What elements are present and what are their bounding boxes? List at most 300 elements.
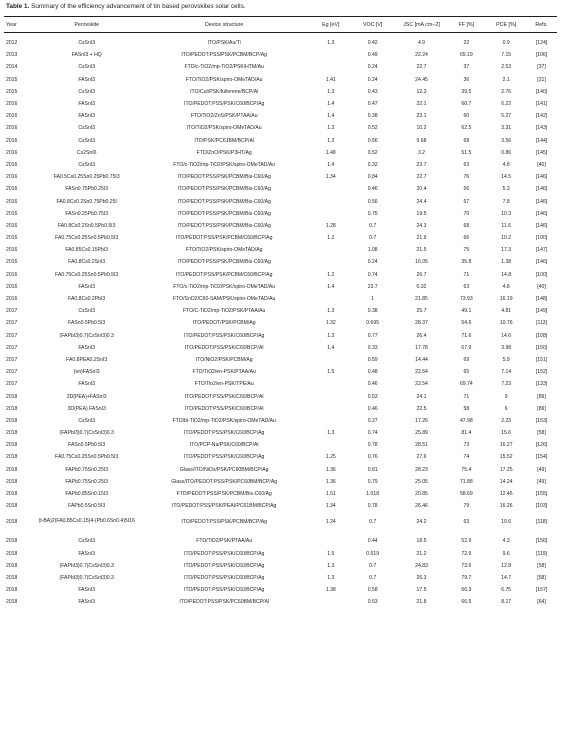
table-row <box>4 49 557 61</box>
cell-device-structure: FTO/TiO2/ZnS/PSK/PTAA/Au <box>190 113 258 120</box>
cell-pce: 16.27 <box>499 442 513 449</box>
cell-pce: 5.9 <box>502 356 510 363</box>
cell-voc: 0.24 <box>367 259 378 266</box>
cell-device-structure: FTO/c-TiO2/mp-TiO2/PSK/HTM/Au <box>184 64 264 71</box>
table-row <box>4 488 557 500</box>
cell-device-structure: ITO/PEDOT:PSS/PSK/C60/BCP/Ag <box>184 332 265 339</box>
cell-perovskite: FA0.8Cs0.2PbI3 <box>68 296 106 303</box>
cell-device-structure: ITO/PEDOT:PSS/PSK/PC60BM/BCP/Al <box>179 599 269 606</box>
table-row <box>4 61 557 73</box>
cell-year: 2016 <box>6 101 18 108</box>
table-row <box>4 208 557 220</box>
cell-perovskite: FA0.8Cs0.2Sn0.75Pb0.25I <box>56 198 117 205</box>
cell-year: 2016 <box>6 125 18 132</box>
cell-perovskite: (t-BA)2(FA0.85Cs0.15)4-(Pb0.6Sn0.4)5I16 <box>38 518 135 525</box>
cell-device-structure: ITO/PEDOT:PSS/PSK/PCBM/Bis-C60/Ag <box>177 259 271 266</box>
cell-year: 2016 <box>6 296 18 303</box>
header-refs: Refs. <box>535 21 548 28</box>
cell-device-structure: ITO/PEDOT:PSS/PSK/PCBM/C60/BCP/Ag <box>175 271 273 278</box>
cell-voc: 0.619 <box>366 550 380 557</box>
cell-jsc: 26.7 <box>416 271 427 278</box>
cell-voc: 0.38 <box>367 113 378 120</box>
cell-perovskite: CsSnI3 <box>78 538 96 545</box>
cell-pce: 2.23 <box>501 417 512 424</box>
cell-pce: 7.14 <box>501 369 512 376</box>
cell-year: 2017 <box>6 369 18 376</box>
cell-year: 2018 <box>6 417 18 424</box>
table-body <box>4 37 557 608</box>
cell-bandgap: 1.34 <box>325 503 336 510</box>
cell-year: 2017 <box>6 320 18 327</box>
cell-ff: 36 <box>463 76 470 83</box>
table-row <box>4 451 557 463</box>
cell-voc: 0.695 <box>366 320 380 327</box>
cell-year: 2017 <box>6 332 18 339</box>
cell-jsc: 25.7 <box>416 308 427 315</box>
cell-ff: 66 <box>463 235 470 242</box>
cell-device-structure: Glass/ITO/PEDOT:PSS/PSK/PC60BM/BCP/Ag <box>171 478 278 485</box>
cell-device-structure: FTO/TiO2/PSK/spiro-OMeTAD/Au <box>185 76 263 83</box>
cell-perovskite: CsSnI3 <box>78 88 96 95</box>
cell-device-structure: ITO/CuI/PSK/fullerene/BCP/Al <box>190 88 259 95</box>
cell-ff: 54.6 <box>461 320 472 327</box>
cell-bandgap: 1.3 <box>327 332 335 339</box>
cell-jsc: 4.9 <box>417 40 426 47</box>
cell-perovskite: FAPb0.75Sn0.25I3 <box>65 478 109 485</box>
table-row <box>4 183 557 195</box>
cell-year: 2017 <box>6 344 18 351</box>
cell-ref: [150] <box>535 344 548 351</box>
cell-pce: 10.2 <box>501 235 512 242</box>
cell-device-structure: ITO/PEDOT:PSS/PSK/C60/BCP/Ag <box>184 101 265 108</box>
cell-ff: 72.9 <box>461 550 472 557</box>
cell-jsc: 12.3 <box>416 88 427 95</box>
cell-pce: 1.38 <box>501 259 512 266</box>
cell-perovskite: CsSnI3 <box>78 161 96 168</box>
cell-device-structure: ITO/PEDOT:PSS/PSK/C60/BCP/Ag <box>184 550 265 557</box>
cell-ref: [106] <box>535 52 548 59</box>
cell-pce: 2.1 <box>502 76 510 83</box>
cell-pce: 10.76 <box>499 320 513 327</box>
table-row <box>4 159 557 171</box>
cell-perovskite: {en}FASnI3 <box>73 369 100 376</box>
cell-device-structure: FTO/bl-TiO2/mp-TiO2/PSK/spiro-OMeTAD/Au <box>172 417 276 424</box>
cell-jsc: 22.7 <box>416 174 427 181</box>
cell-ref: [21] <box>537 76 546 83</box>
cell-jsc: 25.89 <box>415 430 428 437</box>
cell-perovskite: CsSnI3 <box>78 137 96 144</box>
cell-voc: 0.47 <box>367 101 378 108</box>
cell-pce: 14.6 <box>501 332 512 339</box>
cell-ref: [155] <box>535 491 548 498</box>
cell-device-structure: ITO/PEDOT:PSS/PSK/C60/BCP/Ag <box>184 454 265 461</box>
cell-ref: [149] <box>535 308 548 315</box>
cell-device-structure: ITO/PEDOT:PSS/PSK/C60/BCP/Al <box>184 393 264 400</box>
cell-ff: 74 <box>463 454 470 461</box>
cell-device-structure: ITO/PEDOT:PSS/PSK/C60/BCP/Ag <box>184 574 265 581</box>
table-row <box>4 74 557 86</box>
cell-ff: 60 <box>463 113 470 120</box>
cell-ff: 71.6 <box>461 332 472 339</box>
cell-jsc: 23.1 <box>416 113 427 120</box>
cell-year: 2016 <box>6 149 18 156</box>
cell-perovskite: (FAPbI3)0.7(CsSnI3)0.3 <box>59 574 114 581</box>
cell-ff: 62.5 <box>461 125 472 132</box>
table-row <box>4 500 557 512</box>
cell-ff: 67.9 <box>461 344 472 351</box>
cell-pce: 5.3 <box>502 186 510 193</box>
cell-jsc: 14.44 <box>415 356 428 363</box>
table-row <box>4 390 557 402</box>
cell-perovskite: FA0.75Cs0.25Sn0.5Pb0.5I3 <box>55 235 119 242</box>
cell-year: 2015 <box>6 88 18 95</box>
cell-ref: [156] <box>535 538 548 545</box>
cell-jsc: 24.45 <box>415 76 428 83</box>
cell-year: 2016 <box>6 198 18 205</box>
cell-bandgap: 1.36 <box>325 478 336 485</box>
cell-perovskite: FA0.85Cs0.15PbI3 <box>65 247 109 254</box>
cell-bandgap: 1.3 <box>327 562 335 569</box>
cell-ff: 39.5 <box>461 88 472 95</box>
cell-voc: 0.56 <box>367 137 378 144</box>
cell-bandgap: 1.3 <box>327 308 335 315</box>
cell-ref: [145] <box>535 149 548 156</box>
cell-device-structure: FTO/SnO2/C60-SAM/PSK/spiro-OMeTAD/Au <box>173 296 276 303</box>
table-row <box>4 256 557 268</box>
cell-jsc: 26.46 <box>415 503 428 510</box>
cell-pce: 4.3 <box>502 538 510 545</box>
cell-voc: 0.43 <box>367 88 378 95</box>
cell-voc: 0.46 <box>367 186 378 193</box>
cell-device-structure: FTO/c-TiO2/mp-TiO2/PSK/spiro-OMeTAD/Au <box>173 283 276 290</box>
cell-bandgap: 1.48 <box>325 149 336 156</box>
cell-jsc: 28.51 <box>415 442 428 449</box>
cell-bandgap: 1.41 <box>325 76 336 83</box>
cell-ref: [152] <box>535 369 548 376</box>
cell-ff: 60.7 <box>461 101 472 108</box>
cell-ff: 65.19 <box>459 52 473 59</box>
cell-jsc: 17.5 <box>416 587 427 594</box>
table-row <box>4 572 557 584</box>
table-row <box>4 584 557 596</box>
cell-ff: 71 <box>463 393 470 400</box>
table-row <box>4 37 557 49</box>
cell-pce: 3.56 <box>501 137 512 144</box>
cell-perovskite: FASnI3 <box>78 101 96 108</box>
cell-perovskite: CsSnI3 <box>78 125 96 132</box>
cell-year: 2018 <box>6 442 18 449</box>
cell-ref: [108] <box>535 332 548 339</box>
table-row <box>4 293 557 305</box>
cell-bandgap: 1.3 <box>327 88 335 95</box>
cell-ff: 71 <box>463 271 470 278</box>
cell-ref: [119] <box>536 550 548 557</box>
cell-bandgap: 1.24 <box>325 518 336 525</box>
cell-pce: 14.5 <box>501 174 512 181</box>
cell-ref: [40] <box>537 161 546 168</box>
cell-bandgap: 1.3 <box>327 137 335 144</box>
cell-perovskite: FASnI3 <box>78 76 96 83</box>
cell-voc: 0.46 <box>367 405 378 412</box>
cell-bandgap: 1.2 <box>327 235 335 242</box>
cell-voc: 0.81 <box>367 466 378 473</box>
cell-jsc: 21.85 <box>415 296 428 303</box>
cell-ref: [146] <box>535 210 548 217</box>
table-row <box>4 317 557 329</box>
table-row <box>4 244 557 256</box>
cell-ref: [89] <box>537 393 546 400</box>
cell-device-structure: ITO/PEDOT:PSS/PSK/PEAI/PC61BM/BCP/Ag <box>172 503 277 510</box>
table-row <box>4 378 557 390</box>
cell-jsc: 22.54 <box>415 369 428 376</box>
cell-device-structure: ITO/PEDOT:PSS/PSK/PCBM/BCP/Ag <box>181 52 268 59</box>
cell-device-structure: ITO/PEDOT:PSS/PSK/C60/BCP/Al <box>184 344 264 351</box>
cell-pce: 16.26 <box>499 503 513 510</box>
cell-jsc: 22.7 <box>416 64 427 71</box>
cell-ff: 70 <box>463 210 470 217</box>
table-row <box>4 476 557 488</box>
cell-perovskite: (FAPbI3)0.7(CsSnI3)0.3 <box>59 332 114 339</box>
cell-year: 2018 <box>6 454 18 461</box>
cell-bandgap: 1.34 <box>325 174 336 181</box>
cell-device-structure: ITO/PEDOT:PSS/PSK/PCBM/Bis-C60/Ag <box>177 198 271 205</box>
cell-year: 2016 <box>6 210 18 217</box>
table-row <box>4 366 557 378</box>
cell-device-structure: ITO/PEDOT/PSK/PCBM/Ag <box>192 320 256 327</box>
cell-year: 2017 <box>6 356 18 363</box>
cell-ff: 75 <box>463 247 470 254</box>
cell-pce: 15.6 <box>501 430 512 437</box>
cell-ff: 73 <box>463 442 470 449</box>
cell-jsc: 23.7 <box>416 161 427 168</box>
cell-year: 2013 <box>6 52 18 59</box>
cell-pce: 14.24 <box>499 478 513 485</box>
cell-pce: 11.6 <box>501 222 511 229</box>
cell-voc: 23.7 <box>367 283 378 290</box>
cell-pce: 7.23 <box>501 381 512 388</box>
header-year: Year <box>6 21 17 28</box>
cell-ff: 37 <box>463 64 470 71</box>
cell-ref: [146] <box>535 174 548 181</box>
cell-pce: 17.25 <box>499 466 513 473</box>
cell-perovskite: FA0.75Cs0.25Sn0.5Pb0.5I3 <box>55 454 119 461</box>
cell-perovskite: FASnI3 <box>78 550 96 557</box>
header-jsc: JSC [mA cm−2] <box>403 21 440 28</box>
header-bandgap: Eg [eV] <box>322 21 340 28</box>
cell-jsc: 24.83 <box>415 562 428 569</box>
cell-voc: 0.59 <box>367 356 378 363</box>
cell-device-structure: FTO/PEDOT:PSS/PSK/PCBM/Bis-C60/Ag <box>176 491 272 498</box>
cell-ref: [100] <box>535 271 548 278</box>
cell-jsc: 20.4 <box>416 186 427 193</box>
cell-bandgap: 1.32 <box>325 320 336 327</box>
table-row <box>4 281 557 293</box>
cell-ref: [143] <box>535 125 548 132</box>
cell-jsc: 10.2 <box>416 125 427 132</box>
cell-pce: 5.27 <box>501 113 512 120</box>
cell-perovskite: (FAPbI3)0.7(CsSnI3)0.3 <box>59 562 114 569</box>
table-row <box>4 330 557 342</box>
cell-year: 2016 <box>6 259 18 266</box>
cell-ref: [144] <box>535 137 548 144</box>
cell-device-structure: ITO/PEDOT:PSS/PSK/PCBM/Bis-C60/Ag <box>177 210 271 217</box>
cell-jsc: 27.6 <box>416 454 427 461</box>
cell-year: 2015 <box>6 76 18 83</box>
cell-pce: 12.8 <box>501 562 512 569</box>
cell-voc: 0.42 <box>367 40 378 47</box>
table-caption <box>6 3 246 10</box>
cell-ref: [100] <box>535 235 548 242</box>
cell-voc: 0.74 <box>367 430 378 437</box>
cell-jsc: 28.23 <box>415 466 428 473</box>
cell-voc: 0.78 <box>367 503 378 510</box>
cell-ff: 71.88 <box>459 478 473 485</box>
cell-pce: 4.81 <box>501 308 512 315</box>
cell-pce: 10.3 <box>501 210 512 217</box>
cell-year: 2016 <box>6 271 18 278</box>
cell-voc: 0.7 <box>369 235 377 242</box>
cell-ff: 22 <box>463 40 470 47</box>
cell-device-structure: ITO/PSK/Au/Ti <box>207 40 241 47</box>
cell-voc: 0.32 <box>367 161 378 168</box>
cell-pce: 0.9 <box>502 40 510 47</box>
table-row <box>4 147 557 159</box>
cell-year: 2018 <box>6 599 18 606</box>
cell-perovskite: FAPb0.75Sn0.25I3 <box>65 466 109 473</box>
cell-ref: [141] <box>535 101 548 108</box>
cell-voc: 0.44 <box>367 538 378 545</box>
cell-device-structure: FTO/c-TiO2/mp-TiO2/PSK/spiro-OMeTAD/Au <box>173 161 276 168</box>
cell-ref: [64] <box>537 599 546 606</box>
cell-perovskite: FASn0.5Pb0.5I3 <box>68 442 106 449</box>
cell-device-structure: FTO/TiO2/PSK/spiro-OMeTAD/Ag <box>185 247 263 254</box>
cell-pce: 14.7 <box>501 574 512 581</box>
cell-voc: 0.52 <box>367 149 378 156</box>
cell-perovskite: FA0.8Cs0.2SnI3 <box>68 259 106 266</box>
cell-year: 2016 <box>6 186 18 193</box>
cell-perovskite: FASn0.75Pb0.25I3 <box>65 186 109 193</box>
cell-ref: [146] <box>535 198 548 205</box>
cell-voc: 0.7 <box>369 574 377 581</box>
cell-perovskite: FA0.8PEA0.2SnI3 <box>66 356 108 363</box>
cell-bandgap: 1.4 <box>327 161 335 168</box>
cell-voc: 0.79 <box>367 478 378 485</box>
cell-ref: [146] <box>535 186 548 193</box>
cell-pce: 14.8 <box>501 271 512 278</box>
cell-ref: [124] <box>535 40 548 47</box>
table-row <box>4 354 557 366</box>
cell-pce: 3.31 <box>501 125 512 132</box>
table-row <box>4 427 557 439</box>
cell-pce: 6.75 <box>501 587 512 594</box>
cell-year: 2016 <box>6 247 18 254</box>
table-row <box>4 110 557 122</box>
cell-year: 2018 <box>6 538 18 545</box>
cell-voc: 1 <box>371 296 375 303</box>
cell-jsc: 21.8 <box>416 599 427 606</box>
cell-jsc: 22.5 <box>416 405 427 412</box>
cell-year: 2017 <box>6 308 18 315</box>
table-row <box>4 98 557 110</box>
table-row <box>4 122 557 134</box>
cell-perovskite: FASnI3 <box>78 283 96 290</box>
cell-bandgap: 1.3 <box>327 574 335 581</box>
cell-pce: 6.22 <box>501 101 512 108</box>
cell-ff: 73.93 <box>459 296 473 303</box>
table-row <box>4 171 557 183</box>
cell-ff: 75.4 <box>461 466 472 473</box>
cell-ff: 68 <box>463 222 470 229</box>
cell-jsc: 17.78 <box>415 344 428 351</box>
table-row <box>4 195 557 207</box>
cell-ref: [49] <box>537 478 546 485</box>
cell-jsc: 26.3 <box>416 574 427 581</box>
cell-perovskite: FAPb0.5Sn0.5I3 <box>68 503 106 510</box>
cell-perovskite: CsSnI3 <box>78 64 96 71</box>
cell-perovskite: FASnI3 <box>78 381 96 388</box>
cell-ff: 56 <box>463 186 470 193</box>
table-row <box>4 305 557 317</box>
cell-jsc: 21.9 <box>416 235 427 242</box>
cell-jsc: 19.5 <box>416 210 427 217</box>
cell-perovskite: FA0.75Cs0.25Sn0.5Pb0.5I3 <box>55 271 119 278</box>
cell-jsc: 21.5 <box>416 247 427 254</box>
header-voc: VOC [V] <box>362 21 383 28</box>
cell-device-structure: ITO/PEDOT:PSS/PSK/C60/BCP/Ag <box>184 430 265 437</box>
cell-ff: 81.4 <box>461 430 472 437</box>
cell-bandgap: 1.38 <box>325 587 336 594</box>
table-row <box>4 560 557 572</box>
cell-voc: 0.38 <box>367 308 378 315</box>
cell-voc: 0.52 <box>367 125 378 132</box>
cell-ref: [40] <box>537 283 546 290</box>
cell-pce: 4.8 <box>502 283 510 290</box>
cell-pce: 16.19 <box>499 296 513 303</box>
cell-perovskite: 3D(PEA) FASnI3 <box>67 405 106 412</box>
cell-ff: 79.7 <box>461 574 472 581</box>
cell-perovskite: CsSnI3 <box>78 417 96 424</box>
cell-voc: 1.08 <box>367 247 378 254</box>
cell-ff: 52.9 <box>461 538 472 545</box>
cell-bandgap: 1.4 <box>327 283 335 290</box>
cell-voc: 0.7 <box>369 222 377 229</box>
table-row <box>4 535 557 547</box>
cell-ff: 65 <box>463 369 470 376</box>
cell-jsc: 21.2 <box>416 550 427 557</box>
cell-year: 2018 <box>6 393 18 400</box>
table-row <box>4 464 557 476</box>
cell-year: 2018 <box>6 491 18 498</box>
cell-ff: 76 <box>463 174 470 181</box>
cell-perovskite: FA0.8Cs0.2Sn0.5Pb0.5I3 <box>57 222 116 229</box>
cell-voc: 0.58 <box>367 587 378 594</box>
efficiency-table <box>4 16 557 608</box>
cell-ref: [89] <box>537 405 546 412</box>
cell-bandgap: 1.28 <box>325 222 336 229</box>
table-row <box>4 548 557 560</box>
cell-perovskite: FAPb0.85Sn0.15I3 <box>65 491 109 498</box>
cell-pce: 4.8 <box>502 161 510 168</box>
cell-ref: [140] <box>535 88 548 95</box>
cell-device-structure: ITO/PEDOT:PSS/PSK/C60/BCP/Ag <box>184 587 265 594</box>
cell-ff: 69.74 <box>459 381 473 388</box>
cell-perovskite: 2D(PEA)+FASnI3 <box>66 393 107 400</box>
cell-device-structure: Glass/ITO/NiOx/PSK/PC60BM/BCP/Ag <box>179 466 269 473</box>
cell-device-structure: FTO/TiO2/en-PSK/PTAA/Au <box>192 369 256 376</box>
cell-jsc: 24.1 <box>416 393 427 400</box>
cell-ref: [147] <box>535 247 548 254</box>
cell-pce: 9 <box>504 393 508 400</box>
